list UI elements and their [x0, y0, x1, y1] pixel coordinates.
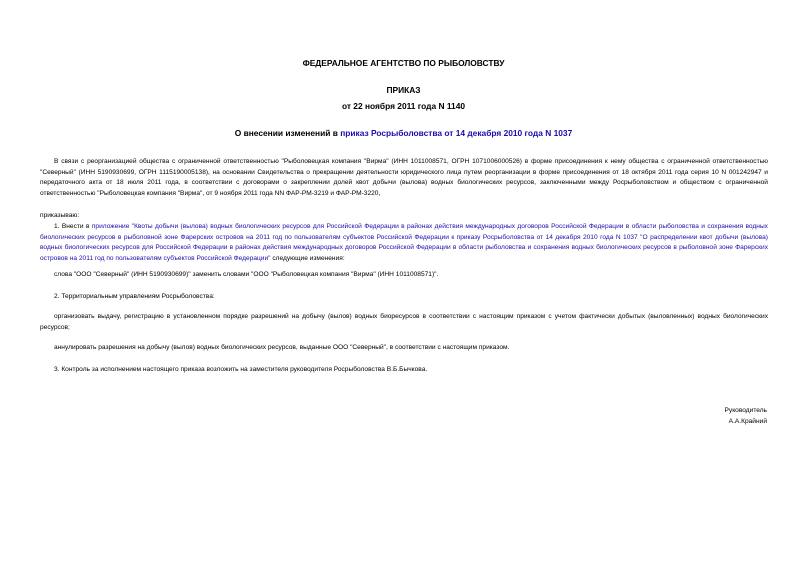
- item2a-paragraph: организовать выдачу, регистрацию в установленном порядке разрешений на добычу (вылов) водных биоресурсов в соответствии с настоящим приказом с учетом фактически добытых (выловленных) водных биологических ресурсов;: [40, 313, 768, 331]
- signature-title: Руководитель: [724, 407, 767, 414]
- doc-type: ПРИКАЗ: [386, 85, 421, 95]
- subject-prefix: О внесении изменений в: [234, 128, 341, 138]
- item1-prefix: 1. Внести в: [54, 223, 92, 230]
- item1-link[interactable]: приложение "Квоты добычи (вылова) водных биологических ресурсов для Российской Федерации в районах действия международных договоров Российской Федерации в области рыболовства и сохранения водных биологических ресурсов в рыболовной зоне Фарерских островов на 2011 год по пользователям субъектов Российской Федерации к приказу Росрыболовства от 14 декабря 2010 года N 1037 "О распределении квот добычи (вылова) водных биологических ресурсов для Российской Федерации в районах действия международных договоров Российской Федерации в области рыболовства и сохранения водных биологических ресурсов в рыболовной зоне Фарерских островов на 2011 год по пользователям субъектов Российской Федерации": [40, 223, 768, 262]
- item2-paragraph: 2. Территориальным управлениям Росрыболовства:: [54, 293, 215, 300]
- item1-paragraph: [40, 222, 768, 264]
- agency-name: ФЕДЕРАЛЬНОЕ АГЕНТСТВО ПО РЫБОЛОВСТВУ: [302, 58, 505, 68]
- item3-paragraph: 3. Контроль за исполнением настоящего приказа возложить на заместителя руководителя Росрыболовства В.Б.Бычкова.: [54, 366, 428, 373]
- subject-link[interactable]: приказ Росрыболовства от 14 декабря 2010 года N 1037: [340, 128, 573, 138]
- item2b-paragraph: аннулировать разрешения на добычу (вылов) водных биологических ресурсов, выданные ООО "Северный", в соответствии с настоящим приказом.: [54, 344, 510, 351]
- preamble-paragraph: В связи с реорганизацией общества с ограниченной ответственностью "Рыболовецкая компания "Вирма" (ИНН 1011008571, ОГРН 1071006000526) в форме присоединения к нему общества с ограниченной ответственностью "Северный" (ИНН 5190930699, ОГРН 1115190005138), на основании Свидетельства о прекращении деятельности юридического лица путем реорганизации в форме присоединения от 18 октября 2011 года серия 10 N 001242947 и передаточного акта от 18 июля 2011 года, в соответствии с договорами о закреплении долей квот добычи (вылова) водных биологических ресурсов, заключенными между Росрыболовством и обществом с ограниченной ответственностью "Рыболовецкая компания "Вирма", от 9 ноября 2011 года NN ФАР-РМ-3219 и ФАР-РМ-3220,: [40, 158, 768, 197]
- item1-text: слова "ООО "Северный" (ИНН 5190930699)" заменить словами "ООО "Рыболовецкая компания "Вирма" (ИНН 1011008571)".: [54, 271, 439, 278]
- item1-suffix: следующие изменения:: [270, 254, 345, 262]
- order-word: приказываю:: [40, 212, 80, 219]
- doc-subject: [0, 128, 807, 138]
- signature-name: А.А.Крайний: [728, 418, 767, 425]
- doc-date-number: от 22 ноября 2011 года N 1140: [341, 101, 466, 111]
